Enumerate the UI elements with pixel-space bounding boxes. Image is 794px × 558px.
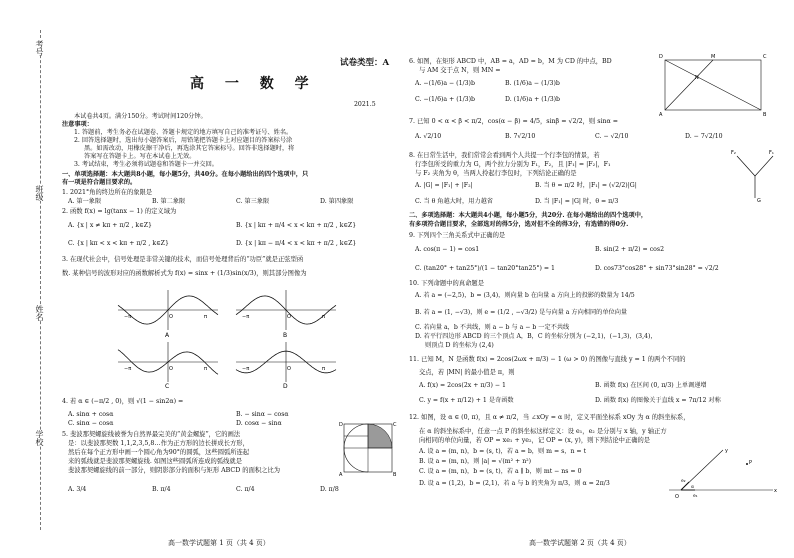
section1-heading-cont: 有一项是符合题目要求的。 [62, 179, 137, 186]
notice-line: 3. 考试结束，考生必须将试题卷和答题卡一并交回。 [74, 161, 218, 168]
q11-option-a: A. f(x) = 2cos(2x + π/3) − 1 [419, 382, 506, 389]
figure-label: y [725, 448, 728, 454]
q10-option-b: B. 若 a = (1, −√3)，则 e = (1/2 , −√3/2) 是与向量 a 方向相同的单位向量 [415, 309, 628, 316]
q4-stem: 4. 若 α ∈ (−π/2 , 0)，则 √(1 − sin2α) = [62, 398, 184, 405]
q8-force-figure [731, 146, 779, 204]
q3-stem: 3. 在现代社会中，信号处理是非常关键的技术，而信号处理背后的“功臣”就是正弦型函 [62, 256, 304, 263]
graph-label: B [283, 332, 288, 339]
notice-title: 注意事项： [62, 121, 93, 128]
q6-option-d: D. (1/6)a + (1/3)b [505, 96, 561, 103]
q5-fibonacci-figure [338, 418, 398, 476]
tick-label: π [204, 366, 208, 372]
q12-stem: 12. 如图，设 α ∈ (0, π)，且 α ≠ π/2，当 ∠xOy = α 时，定义平面坐标系 xOy 为 α 的斜坐标系， [409, 414, 690, 421]
q9-option-c: C. (tan20° + tan25°)/(1 − tan20°tan25°) = 1 [415, 265, 555, 272]
q12-option-b: B. 设 a = (m, n)，则 |a| = √(m² + n²) [419, 458, 532, 465]
exam-date: 2021.5 [354, 101, 376, 108]
figure-label: e₂ [681, 479, 686, 484]
figure-label: α [691, 485, 694, 490]
q7-option-b: B. 7√2/10 [505, 133, 536, 140]
page-left [58, 0, 401, 558]
q6-rectangle-figure [655, 52, 775, 118]
q9-stem: 9. 下列四个三角关系式中正确的是 [409, 232, 506, 239]
q7-option-c: C. − √2/10 [595, 133, 629, 140]
graph-label: D [283, 383, 288, 390]
q8-stem-cont: 与 F₂ 夹角为 θ，当两人拎起行李包时，下列结论正确的是 [415, 170, 577, 177]
figure-label: G [757, 198, 761, 204]
q4-option-d: D. cosα − sinα [236, 420, 282, 427]
q10-option-c: C. 若向量 a，b 不共线，则 a − b 与 a − b 一定不共线 [415, 324, 570, 331]
figure-label: F₁ [769, 150, 774, 156]
q2-option-b: B. {x | kπ + π/4 < x < kπ + π/2 , k∈Z} [236, 222, 357, 229]
q6-option-c: C. −(1/6)a + (1/3)b [415, 96, 475, 103]
q12-oblique-axes-figure [661, 446, 781, 500]
q5-option-b: B. π/4 [152, 486, 171, 493]
q11-option-b: B. 函数 f(x) 在区间 (0, π/3) 上单调递增 [595, 382, 707, 389]
section2-heading-cont: 有多项符合题目要求，全部选对的得5分，选对但不全的得3分，有选错的得0分. [409, 221, 629, 228]
notice-line: 1. 答题前，考生务必在试题卷、答题卡规定的地方填写自己的准考证号、姓名。 [74, 129, 293, 136]
figure-label: x [774, 488, 777, 494]
figure-label: M [711, 54, 716, 60]
q4-option-b: B. − sinα − cosα [236, 411, 289, 418]
origin-label: O [169, 366, 173, 372]
notice-line: 答案写在答题卡上。写在本试卷上无效。 [84, 153, 196, 160]
origin-label: O [169, 314, 173, 320]
graph-c [118, 342, 218, 390]
q12-option-d: D. 设 a = (1,2)，b = (2,1)，若 a 与 b 的夹角为 π/3，则 α = 2π/3 [419, 480, 610, 487]
q6-stem: 6. 如图，在矩形 ABCD 中，AB = a，AD = b，M 为 CD 的中点，BD [409, 58, 612, 65]
tick-label: π [322, 366, 326, 372]
q3-wave-graphs [114, 288, 344, 390]
q8-option-a: A. |G| = |F₁| + |F₂| [415, 182, 473, 189]
q11-option-c: C. y = f(x + π/12) + 1 是奇函数 [419, 397, 514, 404]
q10-option-d: D. 若平行四边形 ABCD 的三个顶点 A，B，C 的坐标分别为 (−2,1)，(−1,3)，(3,4)， [415, 333, 657, 340]
tick-label: π [204, 314, 208, 320]
notice-line: 2. 回答选择题时，选出每小题答案后，用铅笔把答题卡上对应题目的答案标号涂 [74, 137, 293, 144]
q5-stem-cont: 然后在每个正方形中画一个圆心角为90°的圆弧，这些圆弧所连起 [68, 449, 250, 456]
q6-option-a: A. −(1/6)a − (1/3)b [415, 80, 475, 87]
footer-page2: 高一数学试题第 2 页（共 4 页） [529, 539, 631, 548]
q9-option-a: A. cos(π − 1) = cos1 [415, 246, 480, 253]
binding-label-name: 姓名 [35, 305, 44, 321]
q11-option-d: D. 函数 f(x) 的图像关于直线 x = 7π/12 对称 [595, 397, 721, 404]
tick-label: −π [124, 314, 132, 320]
q5-option-d: D. π/8 [320, 486, 339, 493]
tick-label: −π [242, 314, 250, 320]
q8-stem-cont: 行李包所受的重力为 G，两个拉力分别为 F₁，F₂，且 |F₁| = |F₂|，F₁ [415, 161, 611, 168]
figure-label: N [695, 75, 699, 81]
q12-option-c: C. 设 a = (m, n)，b = (s, t)，若 a ∥ b，则 mt − ns = 0 [419, 468, 582, 475]
q6-stem-cont: 与 AM 交于点 N，则 MN = [419, 67, 501, 74]
q4-option-a: A. sinα + cosα [68, 411, 114, 418]
q7-option-d: D. − 7√2/10 [685, 133, 723, 140]
figure-label: O [675, 494, 679, 500]
figure-label: C [763, 54, 767, 60]
footer-page1: 高一数学试题第 1 页（共 4 页） [168, 539, 270, 548]
q7-stem: 7. 已知 0 < α < β < π/2，cos(α − β) = 4/5，sinβ = √2/2，则 sinα = [409, 118, 619, 125]
graph-label: A [165, 332, 170, 339]
q11-stem: 11. 已知 M，N 是函数 f(x) = 2cos(2ωx + π/3) − 1 (ω > 0) 的图像与直线 y = 1 的两个不同的 [409, 356, 686, 363]
figure-label: A [659, 112, 663, 118]
q8-stem: 8. 在日常生活中，我们常常会看到两个人共提一个行李包的情景，若 [409, 152, 600, 159]
figure-label: P [749, 460, 753, 466]
q10-option-d-cont: 则顶点 D 的坐标为 (2,4) [425, 342, 494, 349]
origin-label: O [287, 366, 291, 372]
q7-option-a: A. √2/10 [415, 133, 442, 140]
q1-option-b: B. 第二象限 [152, 198, 186, 205]
exam-title: 高 一 数 学 [190, 76, 317, 92]
q1-option-c: C. 第三象限 [236, 198, 270, 205]
q12-option-a: A. 设 a = (m, n)，b = (s, t)，若 a = b，则 m = s，n = t [419, 448, 587, 455]
q5-stem-cont: 是：以斐波那契数 1,1,2,3,5,8…作为正方形的边长拼成长方形， [68, 440, 249, 447]
q8-option-b: B. 当 θ = π/2 时，|F₁| = (√2/2)|G| [535, 182, 637, 189]
figure-label: A [339, 472, 343, 476]
binding-dashed-line [40, 30, 41, 530]
q6-option-b: B. (1/6)a − (1/3)b [505, 80, 560, 87]
figure-label: B [393, 472, 397, 476]
q2-option-d: D. {x | kπ − π/4 < x < kπ + π/2 , k∈Z} [236, 240, 357, 247]
q5-stem: 5. 斐波那契螺旋线被誉为自然界最完美的“黄金螺旋”，它的画法 [62, 431, 241, 438]
tick-label: π [322, 314, 326, 320]
figure-label: F₂ [731, 150, 736, 156]
q8-option-d: D. 当 |F₁| = |G| 时，θ = π/3 [535, 198, 619, 205]
q12-stem-cont: 向相同的单位向量，若 OP = xe₁ + ye₂，记 OP = (x, y)，则下列结论中正确的是 [419, 437, 651, 444]
q10-stem: 10. 下列命题中的真命题是 [409, 280, 484, 287]
q10-option-a: A. 若 a = (−2,5)，b = (3,4)，则向量 b 在向量 a 方向上的投影的数量为 14/5 [415, 292, 635, 299]
q5-stem-cont: 来的弧线就是斐波那契螺旋线. 如图这些圆弧所连成的弧线就是 [68, 458, 243, 465]
page-right [405, 0, 789, 558]
notice-line: 黑。如需改动，用橡皮擦干净后，再选涂其它答案标号。回答非选择题时，将 [84, 145, 295, 152]
binding-margin [0, 0, 58, 558]
q1-option-a: A. 第一象限 [68, 198, 102, 205]
graph-b [236, 290, 336, 339]
section1-heading: 一、单项选择题：本大题共8小题，每小题5分，共40分。在每小题给出的四个选项中，只 [62, 171, 309, 178]
q1-option-d: D. 第四象限 [320, 198, 354, 205]
graph-a [118, 290, 218, 339]
tick-label: −π [124, 366, 132, 372]
q4-option-c: C. sinα − cosα [68, 420, 114, 427]
q5-option-a: A. 3/4 [68, 486, 87, 493]
graph-label: C [165, 383, 170, 390]
tick-label: −π [242, 366, 250, 372]
figure-label: B [763, 112, 767, 118]
exam-intro: 本试卷共4页。满分150分。考试时间120分钟。 [74, 113, 207, 120]
q1-stem: 1. 2021°角的终边所在的象限是 [62, 189, 153, 196]
binding-label-school: 学校 [35, 430, 44, 446]
binding-label-exam-number: 考号 [35, 40, 44, 56]
q5-stem-cont: 斐波那契螺旋线的前一部分，则阴影部分的面积与矩形 ABCD 的面积之比为 [68, 467, 281, 474]
figure-label: C [393, 422, 397, 428]
figure-label: D [339, 422, 343, 428]
q11-stem-cont: 交点，若 |MN| 的最小值是 π，则 [419, 369, 515, 376]
exam-type: 试卷类型：A [340, 58, 390, 68]
q2-option-c: C. {x | kπ < x < kπ + π/2 , k∈Z} [68, 240, 169, 247]
binding-label-class: 班级 [35, 185, 44, 201]
q2-option-a: A. {x | x ≠ kπ + π/2 , k∈Z} [68, 222, 152, 229]
origin-label: O [287, 314, 291, 320]
figure-label: D [659, 54, 663, 60]
section2-heading: 二、多项选择题：本大题共4小题，每小题5分，共20分. 在每小题给出的四个选项中， [409, 212, 648, 219]
graph-d [236, 342, 336, 390]
q3-stem-cont: 数. 某种信号的波形对应的函数解析式为 f(x) = sinx + (1/3)sin(x/3)，则其部分图像为 [62, 270, 307, 277]
q8-option-c: C. 当 θ 角越大时，用力越省 [415, 198, 493, 205]
q9-option-b: B. sin(2 + π/2) = cos2 [595, 246, 665, 253]
q9-option-d: D. cos73°cos28° + sin73°sin28° = √2/2 [595, 265, 719, 272]
q12-stem-cont: 在 α 的斜坐标系中，任意一点 P 的斜坐标这样定义：设 e₁，e₂ 是分别与 x 轴，y 轴正方 [419, 428, 667, 435]
q2-stem: 2. 函数 f(x) = lg(tanx − 1) 的定义域为 [62, 208, 177, 215]
q5-option-c: C. π/4 [236, 486, 255, 493]
figure-label: e₁ [693, 494, 698, 499]
